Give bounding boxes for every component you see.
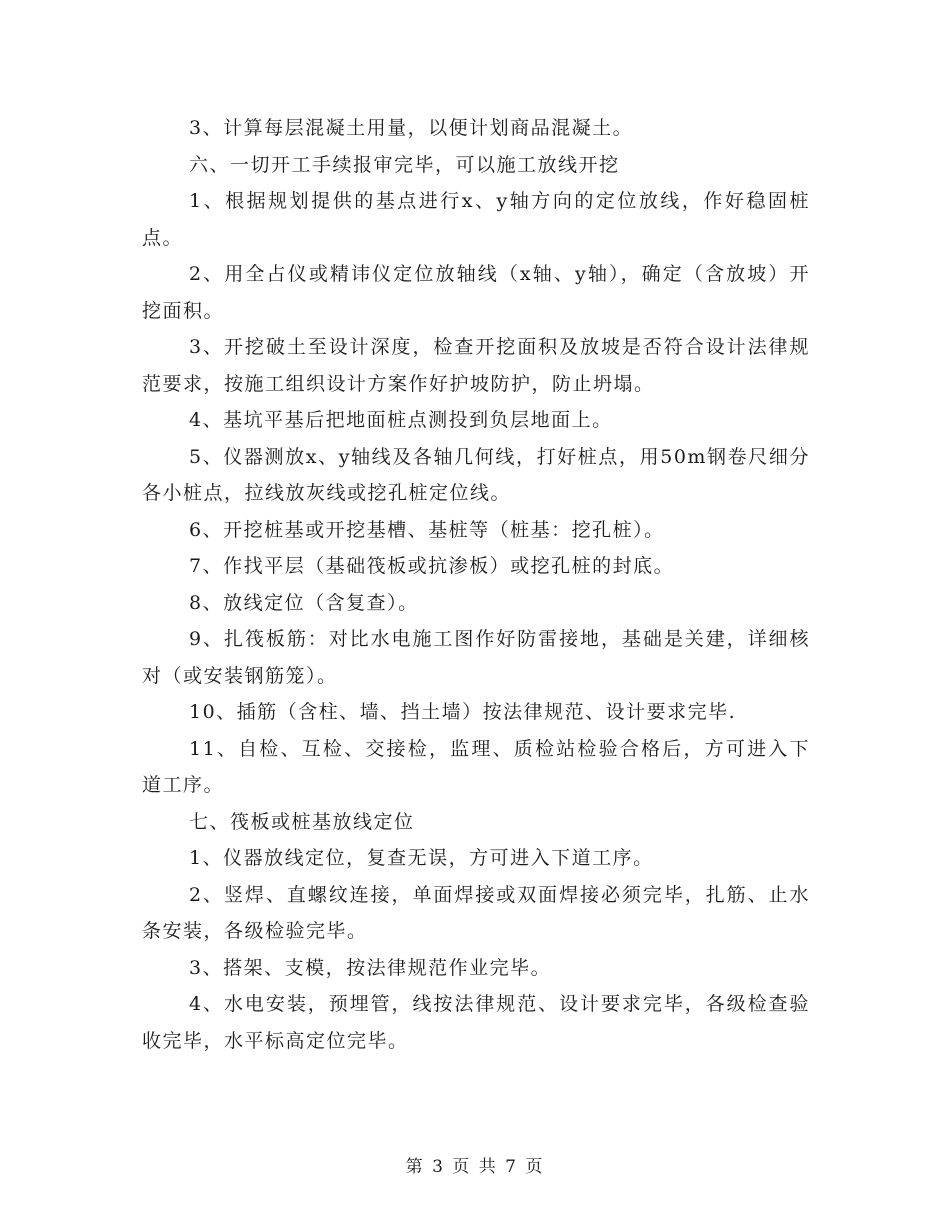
paragraph: 6、开挖桩基或开挖基槽、基桩等（桩基：挖孔桩）。	[189, 518, 665, 541]
paragraph: 3、计算每层混凝土用量，以便计划商品混凝土。	[189, 117, 634, 139]
paragraph: 2、用全占仪或精讳仪定位放轴线（x轴、y轴），确定（含放坡）开挖面积。	[142, 263, 810, 322]
paragraph: 4、基坑平基后把地面桩点测投到负层地面上。	[189, 409, 613, 431]
paragraph: 5、仪器测放x、y轴线及各轴几何线，打好桩点，用50m钢卷尺细分各小桩点，拉线放灰线或挖孔桩定位线。	[142, 445, 810, 504]
document-body	[142, 110, 810, 1059]
paragraph: 3、搭架、支模，按法律规范作业完毕。	[189, 956, 552, 979]
paragraph: 1、仪器放线定位，复查无误，方可进入下道工序。	[189, 847, 654, 869]
paragraph: 1、根据规划提供的基点进行x、y轴方向的定位放线，作好稳固桩点。	[142, 190, 810, 249]
paragraph: 9、扎筏板筋：对比水电施工图作好防雷接地，基础是关建，详细核对（或安装钢筋笼）。	[142, 628, 810, 687]
paragraph: 4、水电安装，预埋管，线按法律规范、设计要求完毕，各级检查验收完毕，水平标高定位完毕。	[142, 993, 810, 1052]
page-number-footer: 第 3 页 共 7 页	[405, 1157, 545, 1177]
paragraph: 2、竖焊、直螺纹连接，单面焊接或双面焊接必须完毕，扎筋、止水条安装，各级检验完毕。	[142, 883, 810, 942]
section-heading: 六、一切开工手续报审完毕，可以施工放线开挖	[189, 153, 620, 176]
paragraph: 7、作找平层（基础筏板或抗渗板）或挖孔桩的封底。	[189, 555, 675, 577]
paragraph: 11、自检、互检、交接检，监理、质检站检验合格后，方可进入下道工序。	[142, 737, 810, 796]
paragraph: 3、开挖破土至设计深度，检查开挖面积及放坡是否符合设计法律规范要求，按施工组织设计方案作好护坡防护，防止坍塌。	[142, 336, 810, 395]
section-heading: 七、筏板或桩基放线定位	[189, 810, 415, 833]
paragraph: 8、放线定位（含复查）。	[189, 591, 419, 614]
paragraph: 10、插筋（含柱、墙、挡土墙）按法律规范、设计要求完毕.	[189, 701, 737, 723]
